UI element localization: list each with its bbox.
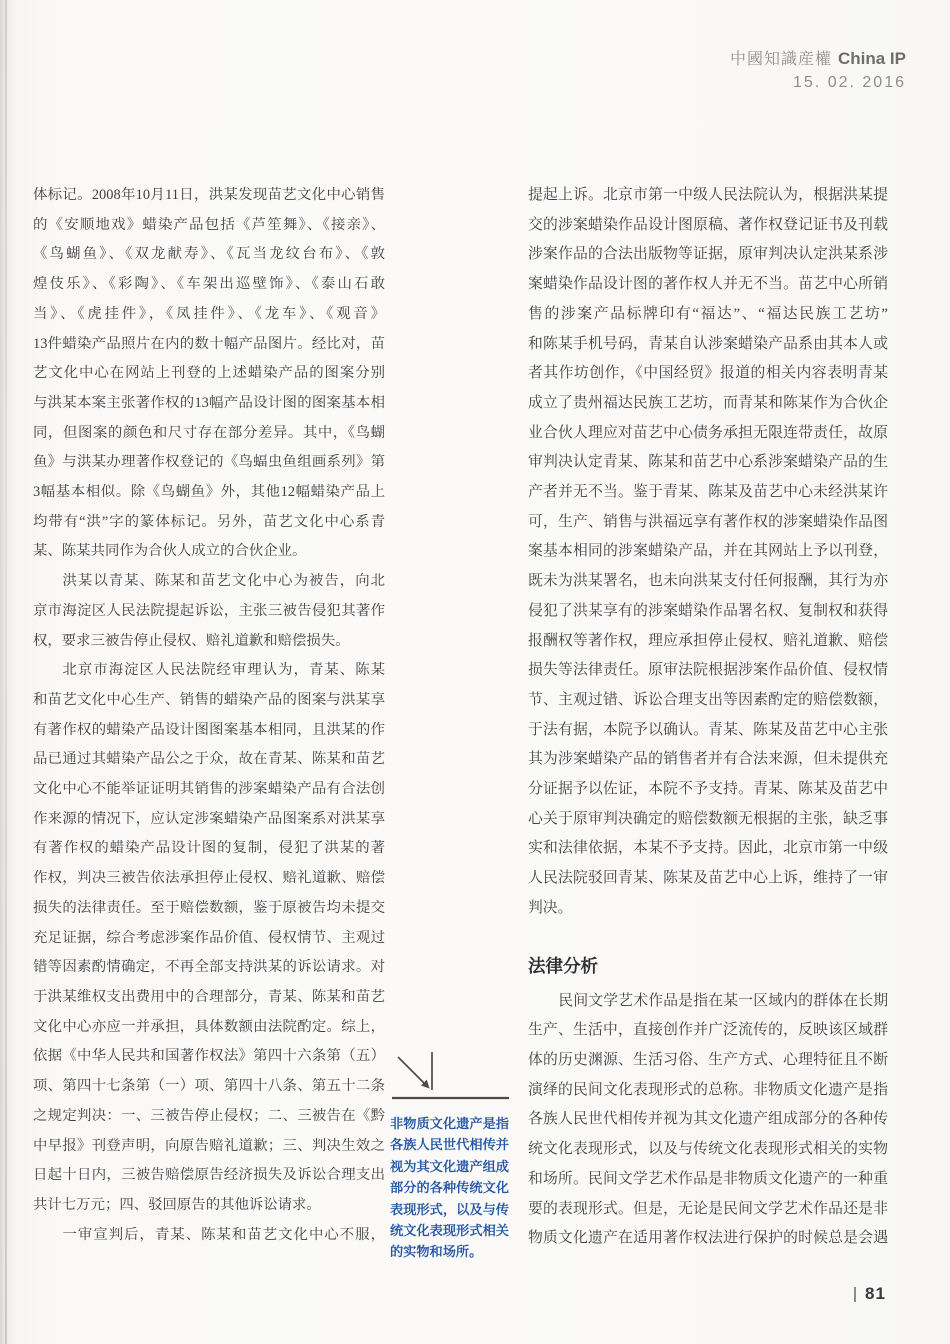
text-line: 艺文化中心在网站上刊登的上述蜡染产品的图案分别 xyxy=(33,365,385,382)
text-line: 京市海淀区人民法院提起诉讼，主张三被告侵犯其著作 xyxy=(33,602,385,619)
text-line: 和陈某手机号码，青某自认涉案蜡染产品系由其本人或 xyxy=(528,335,888,352)
text-line: 表现形式，以及与传 xyxy=(390,1201,509,1217)
text-line: 和苗艺文化中心生产、销售的蜡染产品的图案与洪某享 xyxy=(33,691,385,708)
text-line: 案蜡染作品设计图的著作权人并无不当。苗艺中心所销 xyxy=(528,276,888,293)
text-line: 既未为洪某署名，也未向洪某支付任何报酬，其行为亦 xyxy=(528,573,888,590)
text-line: 洪某以青某、陈某和苗艺文化中心为被告，向北 xyxy=(62,573,385,590)
text-line: 可，生产、销售与洪福远享有著作权的涉案蜡染作品图 xyxy=(528,513,888,530)
text-line: 者其作坊创作，《中国经贸》报道的相关内容表明青某 xyxy=(528,365,888,382)
right-column-analysis-text xyxy=(528,987,888,1254)
page-number-value: 81 xyxy=(865,1284,886,1303)
text-line: 损失的法律责任。至于赔偿数额，鉴于原被告均未提交 xyxy=(33,899,385,916)
text-line: 体标记。2008年10月11日，洪某发现苗艺文化中心销售 xyxy=(33,187,385,203)
text-line: 与洪某本案主张著作权的13幅产品设计图的图案基本相 xyxy=(33,394,385,411)
text-line: 各族人民世代相传并视为其文化遗产组成部分的各种传 xyxy=(528,1111,888,1128)
text-line: 分证据予以佐证，本院不予支持。青某、陈某及苗艺中 xyxy=(528,781,888,798)
text-line: 依据《中华人民共和国著作权法》第四十六条第（五） xyxy=(33,1048,385,1065)
page-number-divider xyxy=(854,1287,856,1302)
text-line: 产者并无不当。鉴于青某、陈某及苗艺中心未经洪某许 xyxy=(528,484,888,501)
text-line: 演绎的民间文化表现形式的总称。非物质文化遗产是指 xyxy=(528,1081,888,1098)
text-line: 的实物和场所。 xyxy=(390,1244,483,1260)
text-line: 物质文化遗产在适用著作权法进行保护的时候总是会遇 xyxy=(528,1230,888,1247)
text-line: 统文化表现形式，以及与传统文化表现形式相关的实物 xyxy=(528,1141,888,1158)
text-line: 13件蜡染产品照片在内的数十幅产品图片。经比对，苗 xyxy=(33,335,385,352)
text-line: 报酬权等著作权，理应承担停止侵权、赔礼道歉、赔偿 xyxy=(528,632,888,649)
text-line: 实和法律依据，本某不予支持。因此，北京市第一中级 xyxy=(528,840,888,857)
text-line: 之规定判决：一、三被告停止侵权；二、三被告在《黔 xyxy=(33,1107,385,1124)
text-line: 《鸟蝴鱼》、《双龙献寿》、《瓦当龙纹台布》、《敦 xyxy=(33,246,385,263)
text-line: 权，要求三被告停止侵权、赔礼道歉和赔偿损失。 xyxy=(33,632,350,649)
text-line: 体的历史渊源、生活习俗、生产方式、心理特征且不断 xyxy=(528,1051,888,1068)
right-column-case-text xyxy=(528,181,888,924)
pull-quote-callout xyxy=(390,1113,509,1263)
text-line: 错等因素酌情确定，不再全部支持洪某的诉讼请求。对 xyxy=(33,959,385,976)
text-line: 涉案作品的合法出版物等证据，原审判决认定洪某系涉 xyxy=(528,246,888,263)
text-line: 人民法院驳回青某、陈某及苗艺中心上诉，维持了一审 xyxy=(528,870,888,887)
text-line: 同，但图案的颜色和尺寸存在部分差异。其中，《鸟蝴 xyxy=(33,424,385,441)
text-line: 于法有据，本院予以确认。青某、陈某及苗艺中心主张 xyxy=(528,721,888,738)
text-line: 成立了贵州福达民族工艺坊，而青某和陈某作为合伙企 xyxy=(528,394,888,411)
text-line: 统文化表现形式相关 xyxy=(390,1223,509,1239)
text-line: 文化中心亦应一并承担，具体数额由法院酌定。综上， xyxy=(33,1018,385,1035)
text-line: 侵犯了洪某享有的涉案蜡染作品署名权、复制权和获得 xyxy=(528,602,888,619)
page-header xyxy=(730,50,906,91)
masthead-brand xyxy=(730,50,906,68)
text-line: 充足证据，综合考虑涉案作品价值、侵权情节、主观过 xyxy=(33,929,385,946)
text-line: 日起十日内，三被告赔偿原告经济损失及诉讼合理支出 xyxy=(33,1167,385,1184)
text-line: 和场所。民间文学艺术作品是非物质文化遗产的一种重 xyxy=(528,1170,888,1187)
text-line: 其为涉案蜡染产品的销售者并有合法来源，但未提供充 xyxy=(528,751,888,768)
text-line: 文化中心不能举证证明其销售的涉案蜡染产品有合法创 xyxy=(33,781,385,798)
text-line: 判决。 xyxy=(528,899,573,916)
magazine-title-english: China IP xyxy=(837,49,906,68)
text-line: 审判决认定青某、陈某和苗艺中心系涉案蜡染产品的生 xyxy=(528,454,888,471)
text-line: 项、第四十七条第（一）项、第四十八条、第五十二条 xyxy=(33,1078,385,1095)
text-line: 当》、《虎挂件》，《凤挂件》、《龙车》、《观音》 xyxy=(33,305,385,322)
text-line: 交的涉案蜡染作品设计图原稿、著作权登记证书及刊载 xyxy=(528,216,888,233)
text-line: 一审宣判后，青某、陈某和苗艺文化中心不服， xyxy=(62,1226,385,1243)
text-line: 有著作权的蜡染产品设计图图案基本相同，且洪某的作 xyxy=(33,721,385,738)
article-right-column xyxy=(528,181,888,1254)
text-line: 鱼》与洪某办理著作权登记的《鸟蝠虫鱼组画系列》第 xyxy=(33,454,385,471)
text-line: 节、主观过错、诉讼合理支出等因素酌定的赔偿数额， xyxy=(528,691,888,708)
text-line: 均带有“洪”字的篆体标记。另外，苗艺文化中心系青 xyxy=(33,513,385,530)
text-line: 3幅基本相似。除《鸟蝴鱼》外，其他12幅蜡染产品上 xyxy=(33,484,385,501)
text-line: 生产、生活中，直接创作并广泛流传的，反映该区域群 xyxy=(528,1022,888,1039)
pull-quote-arrow-icon xyxy=(388,1046,514,1104)
text-line: 视为其文化遗产组成 xyxy=(390,1158,509,1174)
text-line: 损失等法律责任。原审法院根据涉案作品价值、侵权情 xyxy=(528,662,888,679)
text-line: 作权，判决三被告依法承担停止侵权、赔礼道歉、赔偿 xyxy=(33,870,385,887)
article-left-column xyxy=(33,181,385,1250)
text-line: 作来源的情况下，应认定涉案蜡染产品图案系对洪某享 xyxy=(33,810,385,827)
text-line: 案基本相同的涉案蜡染产品，并在其网站上予以刊登， xyxy=(528,543,888,560)
text-line: 某、陈某共同作为合伙人成立的合伙企业。 xyxy=(33,543,307,560)
text-line: 品已通过其蜡染产品公之于众，故在青某、陈某和苗艺 xyxy=(33,751,385,768)
text-line: 的《安顺地戏》蜡染产品包括《芦笙舞》、《接亲》、 xyxy=(33,216,385,233)
text-line: 有著作权的蜡染产品设计图的复制，侵犯了洪某的著 xyxy=(33,840,385,857)
text-line: 要的表现形式。但是，无论是民间文学艺术作品还是非 xyxy=(528,1200,888,1217)
text-line: 民间文学艺术作品是指在某一区域内的群体在长期 xyxy=(558,992,888,1009)
text-line: 北京市海淀区人民法院经审理认为，青某、陈某 xyxy=(62,662,385,679)
page-number xyxy=(854,1284,886,1304)
text-line: 心关于原审判决确定的赔偿数额无根据的主张，缺乏事 xyxy=(528,810,888,827)
text-line: 部分的各种传统文化 xyxy=(390,1180,509,1196)
text-line: 各族人民世代相传并 xyxy=(390,1137,509,1153)
text-line: 于洪某维权支出费用中的合理部分，青某、陈某和苗艺 xyxy=(33,988,385,1005)
text-line: 中早报》刊登声明，向原告赔礼道歉；三、判决生效之 xyxy=(33,1137,385,1154)
text-line: 提起上诉。北京市第一中级人民法院认为，根据洪某提 xyxy=(528,187,888,203)
text-line: 煌伎乐》、《彩陶》、《车架出巡壁饰》、《泰山石敢 xyxy=(33,276,385,293)
magazine-title-chinese: 中國知識産權 xyxy=(729,51,832,68)
section-heading-legal-analysis: 法律分析 xyxy=(528,955,598,976)
text-line: 非物质文化遗产是指 xyxy=(390,1116,509,1131)
issue-date: 15. 02. 2016 xyxy=(793,74,906,91)
text-line: 业合伙人理应对苗艺中心债务承担无限连带责任，故原 xyxy=(528,424,888,441)
text-line: 售的涉案产品标牌印有“福达”、“福达民族工艺坊” xyxy=(528,305,888,322)
text-line: 共计七万元；四、驳回原告的其他诉讼请求。 xyxy=(33,1196,321,1213)
